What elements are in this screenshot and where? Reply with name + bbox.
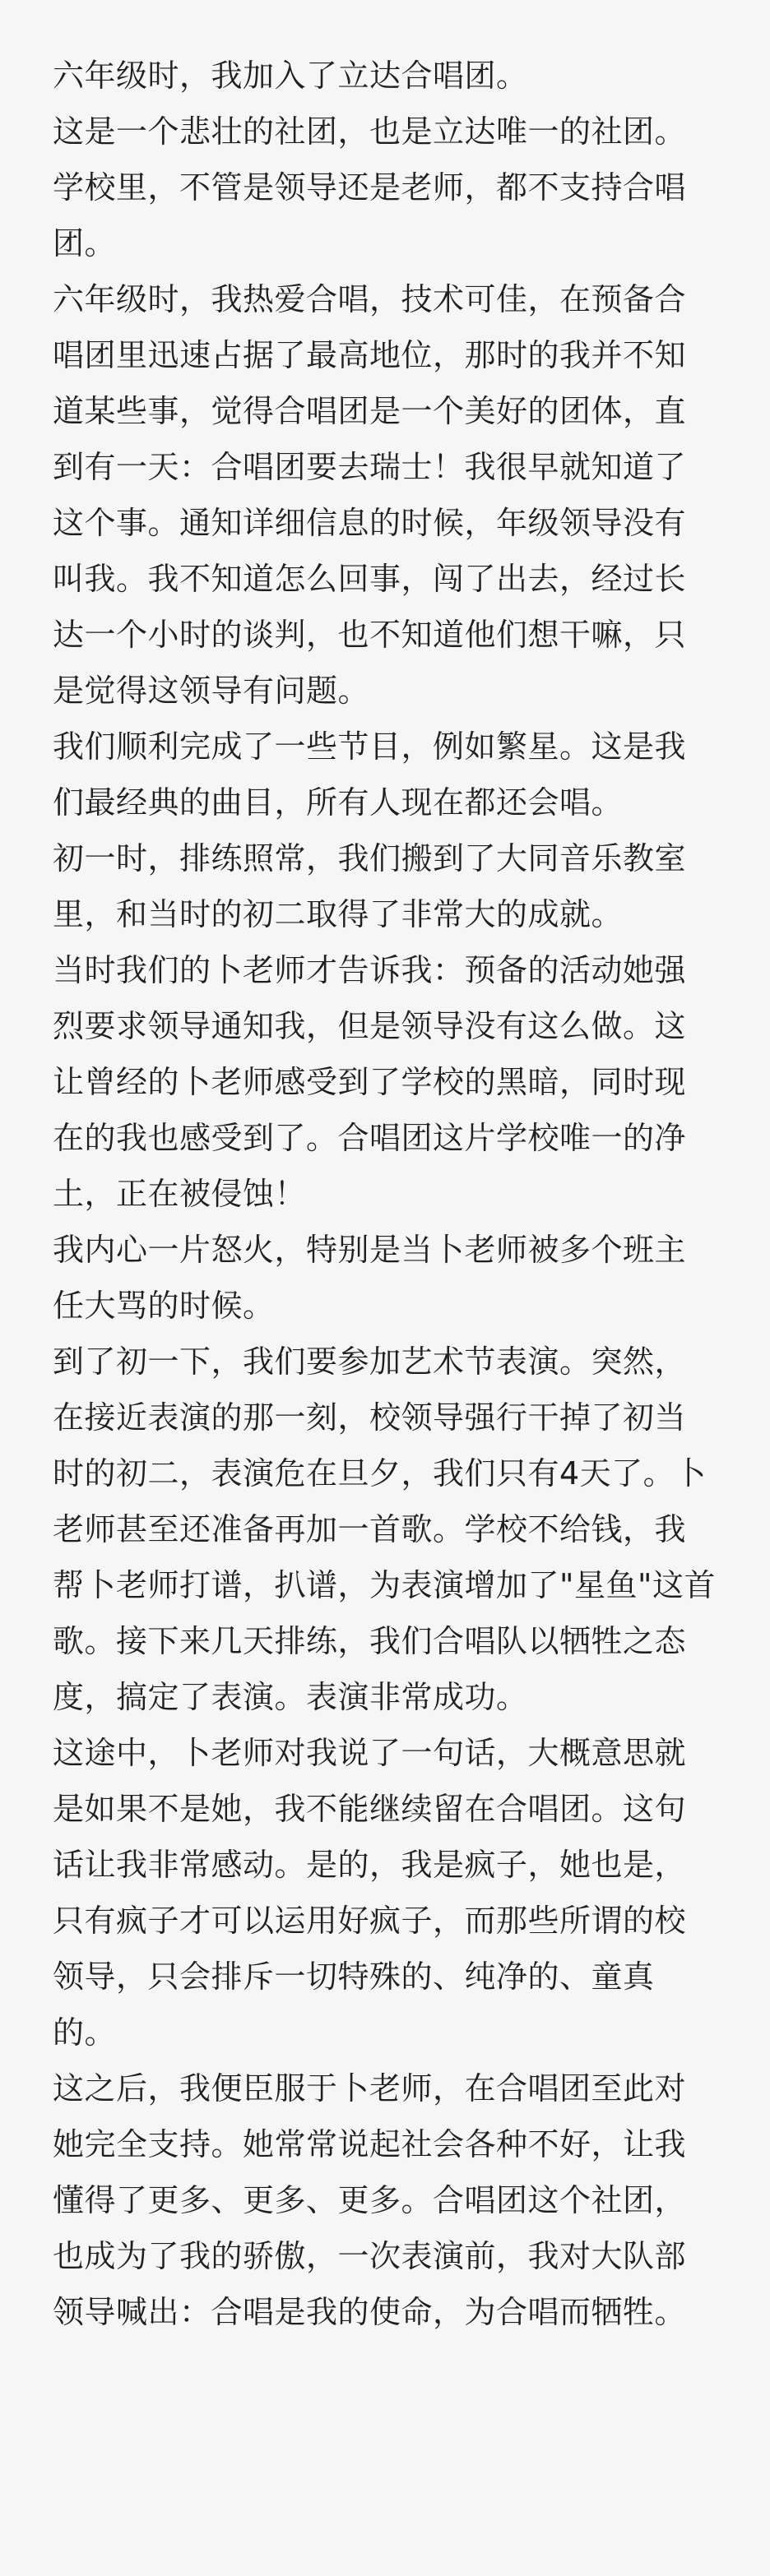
paragraph: 当时我们的卜老师才告诉我：预备的活动她强烈要求领导通知我，但是领导没有这么做。这让曾经的卜老师感受到了学校的黑暗，同时现在的我也感受到了。合唱团这片学校唯一的净土，正在被侵蚀！ <box>53 952 687 1212</box>
paragraph: 这之后，我便臣服于卜老师，在合唱团至此对她完全支持。她常常说起社会各种不好，让我懂得了更多、更多、更多。合唱团这个社团，也成为了我的骄傲，一次表演前，我对大队部领导喊出：合唱是我的使命，为合唱而牺牲。 <box>53 2070 687 2330</box>
paragraph: 这途中，卜老师对我说了一句话，大概意思就是如果不是她，我不能继续留在合唱团。这句话让我非常感动。是的，我是疯子，她也是，只有疯子才可以运用好疯子，而那些所谓的校领导，只会排斥一切特殊的、纯净的、童真的。 <box>53 1735 687 2051</box>
paragraph: 我们顺利完成了一些节目，例如繁星。这是我们最经典的曲目，所有人现在都还会唱。 <box>53 728 687 821</box>
paragraph: 到了初一下，我们要参加艺术节表演。突然，在接近表演的那一刻，校领导强行干掉了初当时的初二，表演危在旦夕，我们只有4天了。卜老师甚至还准备再加一首歌。学校不给钱，我帮卜老师打谱，扒谱，为表演增加了"星鱼"这首歌。接下来几天排练，我们合唱队以牺牲之态度，搞定了表演。表演非常成功。 <box>53 1343 716 1715</box>
paragraph: 我内心一片怒火，特别是当卜老师被多个班主任大骂的时候。 <box>53 1232 687 1324</box>
paragraph: 六年级时，我加入了立达合唱团。 <box>53 58 528 94</box>
paragraph: 初一时，排练照常，我们搬到了大同音乐教室里，和当时的初二取得了非常大的成就。 <box>53 840 687 932</box>
paragraph: 这是一个悲壮的社团，也是立达唯一的社团。学校里，不管是领导还是老师，都不支持合唱团。 <box>53 113 687 261</box>
paragraph: 六年级时，我热爱合唱，技术可佳，在预备合唱团里迅速占据了最高地位，那时的我并不知道某些事，觉得合唱团是一个美好的团体，直到有一天：合唱团要去瑞士！我很早就知道了这个事。通知详细信息的时候，年级领导没有叫我。我不知道怎么回事，闯了出去，经过长达一个小时的谈判，也不知道他们想干嘛，只是觉得这领导有问题。 <box>53 281 687 709</box>
